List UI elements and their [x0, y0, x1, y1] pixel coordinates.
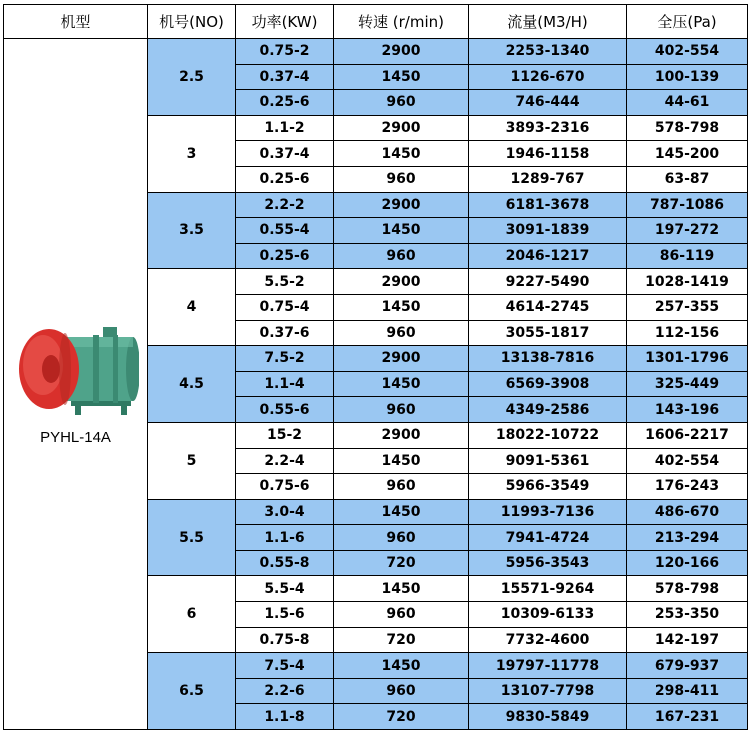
- power-cell: 15-2: [236, 422, 334, 448]
- speed-cell: 1450: [334, 499, 469, 525]
- power-cell: 1.1-6: [236, 525, 334, 551]
- speed-cell: 1450: [334, 653, 469, 679]
- speed-cell: 2900: [334, 422, 469, 448]
- model-label: PYHL-14A: [40, 428, 111, 446]
- axial-fan-image: [13, 323, 139, 423]
- table-row: [4, 39, 748, 65]
- speed-cell: 960: [334, 166, 469, 192]
- machine-no-cell: 5: [148, 422, 236, 499]
- airflow-cell: 9227-5490: [469, 269, 627, 295]
- pressure-cell: 213-294: [627, 525, 748, 551]
- power-cell: 0.75-2: [236, 39, 334, 65]
- power-cell: 0.25-6: [236, 243, 334, 269]
- machine-no-cell: 4: [148, 269, 236, 346]
- airflow-cell: 3893-2316: [469, 115, 627, 141]
- speed-cell: 960: [334, 525, 469, 551]
- speed-cell: 960: [334, 678, 469, 704]
- airflow-cell: 4614-2745: [469, 294, 627, 320]
- pressure-cell: 257-355: [627, 294, 748, 320]
- speed-cell: 960: [334, 320, 469, 346]
- power-cell: 7.5-4: [236, 653, 334, 679]
- pressure-cell: 1301-1796: [627, 346, 748, 372]
- speed-cell: 720: [334, 627, 469, 653]
- power-cell: 2.2-2: [236, 192, 334, 218]
- pressure-cell: 143-196: [627, 397, 748, 423]
- pressure-cell: 298-411: [627, 678, 748, 704]
- header-airflow: 流量(M3/H): [469, 5, 627, 39]
- pressure-cell: 142-197: [627, 627, 748, 653]
- header-row: [4, 5, 748, 39]
- pressure-cell: 325-449: [627, 371, 748, 397]
- pressure-cell: 197-272: [627, 218, 748, 244]
- power-cell: 1.1-2: [236, 115, 334, 141]
- pressure-cell: 578-798: [627, 115, 748, 141]
- header-speed: 转速 (r/min): [334, 5, 469, 39]
- airflow-cell: 2253-1340: [469, 39, 627, 65]
- airflow-cell: 4349-2586: [469, 397, 627, 423]
- airflow-cell: 13107-7798: [469, 678, 627, 704]
- machine-no-cell: 3.5: [148, 192, 236, 269]
- airflow-cell: 3055-1817: [469, 320, 627, 346]
- airflow-cell: 2046-1217: [469, 243, 627, 269]
- table-body: [4, 39, 748, 730]
- airflow-cell: 5966-3549: [469, 474, 627, 500]
- airflow-cell: 11993-7136: [469, 499, 627, 525]
- machine-no-cell: 4.5: [148, 346, 236, 423]
- power-cell: 1.5-6: [236, 602, 334, 628]
- speed-cell: 1450: [334, 576, 469, 602]
- speed-cell: 960: [334, 243, 469, 269]
- pressure-cell: 787-1086: [627, 192, 748, 218]
- pressure-cell: 679-937: [627, 653, 748, 679]
- speed-cell: 2900: [334, 269, 469, 295]
- airflow-cell: 9830-5849: [469, 704, 627, 730]
- header-pressure: 全压(Pa): [627, 5, 748, 39]
- power-cell: 1.1-8: [236, 704, 334, 730]
- power-cell: 0.55-8: [236, 550, 334, 576]
- airflow-cell: 18022-10722: [469, 422, 627, 448]
- airflow-cell: 7941-4724: [469, 525, 627, 551]
- machine-no-cell: 6.5: [148, 653, 236, 730]
- airflow-cell: 6181-3678: [469, 192, 627, 218]
- model-wrap: [4, 323, 147, 446]
- pressure-cell: 402-554: [627, 448, 748, 474]
- power-cell: 0.55-4: [236, 218, 334, 244]
- speed-cell: 1450: [334, 294, 469, 320]
- pressure-cell: 145-200: [627, 141, 748, 167]
- power-cell: 0.75-4: [236, 294, 334, 320]
- airflow-cell: 7732-4600: [469, 627, 627, 653]
- airflow-cell: 1289-767: [469, 166, 627, 192]
- power-cell: 0.37-4: [236, 64, 334, 90]
- power-cell: 5.5-4: [236, 576, 334, 602]
- airflow-cell: 19797-11778: [469, 653, 627, 679]
- pressure-cell: 402-554: [627, 39, 748, 65]
- machine-no-cell: 5.5: [148, 499, 236, 576]
- power-cell: 2.2-4: [236, 448, 334, 474]
- speed-cell: 2900: [334, 346, 469, 372]
- machine-no-cell: 6: [148, 576, 236, 653]
- speed-cell: 2900: [334, 192, 469, 218]
- power-cell: 7.5-2: [236, 346, 334, 372]
- airflow-cell: 3091-1839: [469, 218, 627, 244]
- airflow-cell: 9091-5361: [469, 448, 627, 474]
- speed-cell: 1450: [334, 448, 469, 474]
- airflow-cell: 1126-670: [469, 64, 627, 90]
- power-cell: 0.25-6: [236, 90, 334, 116]
- speed-cell: 960: [334, 602, 469, 628]
- speed-cell: 1450: [334, 371, 469, 397]
- airflow-cell: 5956-3543: [469, 550, 627, 576]
- airflow-cell: 13138-7816: [469, 346, 627, 372]
- pressure-cell: 167-231: [627, 704, 748, 730]
- airflow-cell: 10309-6133: [469, 602, 627, 628]
- power-cell: 3.0-4: [236, 499, 334, 525]
- pressure-cell: 120-166: [627, 550, 748, 576]
- pressure-cell: 1606-2217: [627, 422, 748, 448]
- pressure-cell: 1028-1419: [627, 269, 748, 295]
- speed-cell: 2900: [334, 115, 469, 141]
- pressure-cell: 486-670: [627, 499, 748, 525]
- pressure-cell: 253-350: [627, 602, 748, 628]
- pressure-cell: 44-61: [627, 90, 748, 116]
- power-cell: 0.55-6: [236, 397, 334, 423]
- power-cell: 1.1-4: [236, 371, 334, 397]
- machine-no-cell: 3: [148, 115, 236, 192]
- airflow-cell: 746-444: [469, 90, 627, 116]
- header-machine-no: 机号(NO): [148, 5, 236, 39]
- pressure-cell: 112-156: [627, 320, 748, 346]
- power-cell: 0.25-6: [236, 166, 334, 192]
- speed-cell: 1450: [334, 64, 469, 90]
- speed-cell: 1450: [334, 141, 469, 167]
- speed-cell: 1450: [334, 218, 469, 244]
- pressure-cell: 63-87: [627, 166, 748, 192]
- header-model: 机型: [4, 5, 148, 39]
- power-cell: 2.2-6: [236, 678, 334, 704]
- speed-cell: 2900: [334, 39, 469, 65]
- pressure-cell: 176-243: [627, 474, 748, 500]
- speed-cell: 960: [334, 90, 469, 116]
- airflow-cell: 6569-3908: [469, 371, 627, 397]
- speed-cell: 720: [334, 704, 469, 730]
- speed-cell: 960: [334, 397, 469, 423]
- power-cell: 0.75-8: [236, 627, 334, 653]
- airflow-cell: 15571-9264: [469, 576, 627, 602]
- fan-spec-table: [3, 4, 748, 730]
- power-cell: 0.37-4: [236, 141, 334, 167]
- speed-cell: 720: [334, 550, 469, 576]
- power-cell: 0.37-6: [236, 320, 334, 346]
- pressure-cell: 100-139: [627, 64, 748, 90]
- power-cell: 0.75-6: [236, 474, 334, 500]
- airflow-cell: 1946-1158: [469, 141, 627, 167]
- power-cell: 5.5-2: [236, 269, 334, 295]
- speed-cell: 960: [334, 474, 469, 500]
- pressure-cell: 86-119: [627, 243, 748, 269]
- model-cell: [4, 39, 148, 730]
- machine-no-cell: 2.5: [148, 39, 236, 116]
- pressure-cell: 578-798: [627, 576, 748, 602]
- header-power: 功率(KW): [236, 5, 334, 39]
